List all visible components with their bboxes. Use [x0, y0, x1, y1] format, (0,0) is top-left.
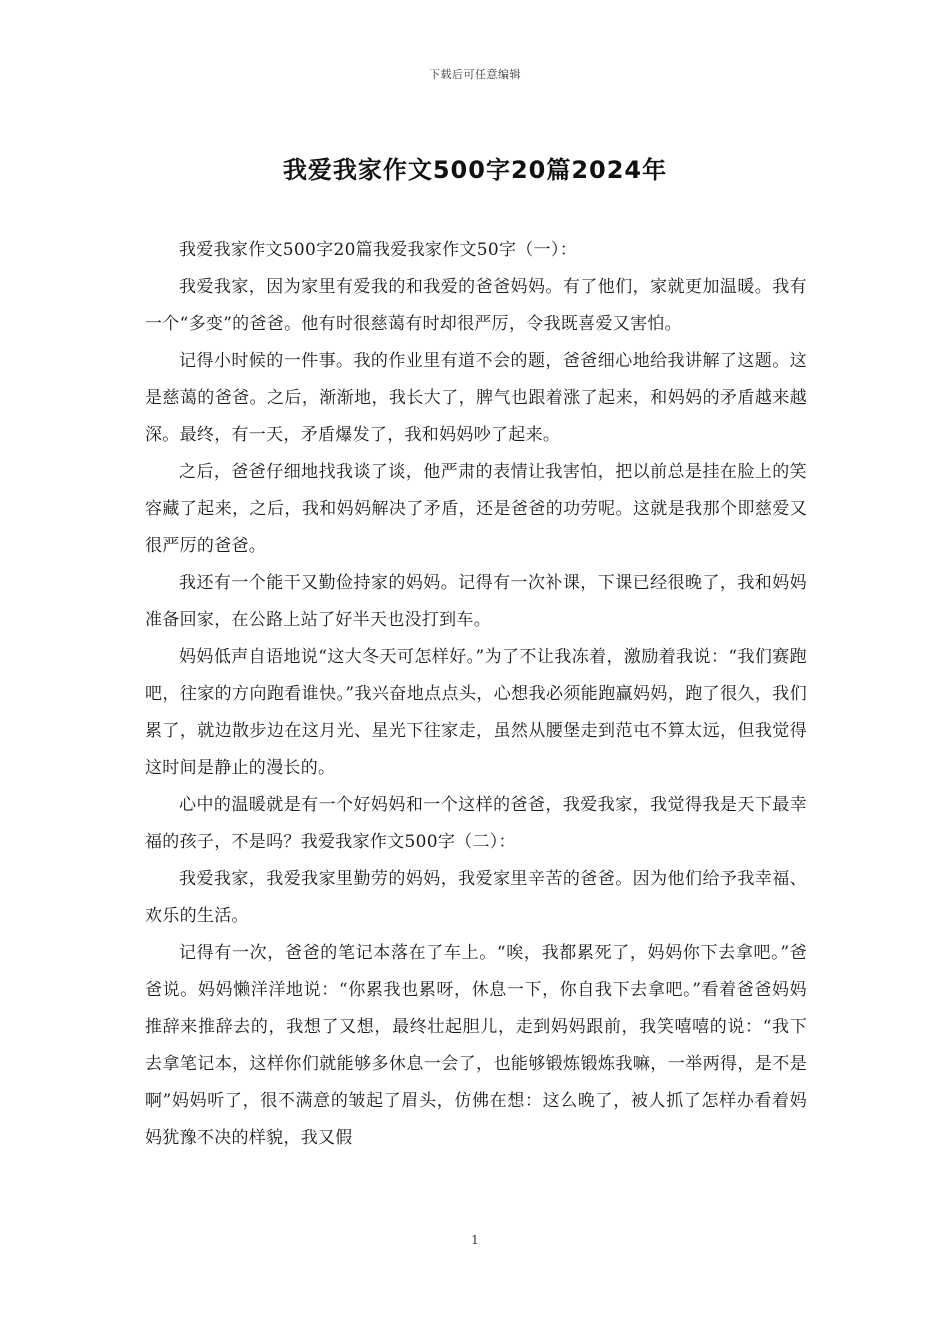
- paragraph: 妈妈低声自语地说“这大冬天可怎样好。”为了不让我冻着，激励着我说：“我们赛跑吧，往家的方向跑看谁快。”我兴奋地点点头，心想我必须能跑赢妈妈，跑了很久，我们累了，就边散步边在这月光、星光下往家走，虽然从腰堡走到范屯不算太远，但我觉得这时间是静止的漫长的。: [145, 647, 807, 778]
- paragraph: 我爱我家，我爱我家里勤劳的妈妈，我爱家里辛苦的爸爸。因为他们给予我幸福、欢乐的生活。: [145, 869, 807, 926]
- paragraph: 记得小时候的一件事。我的作业里有道不会的题，爸爸细心地给我讲解了这题。这是慈蔼的爸爸。之后，渐渐地，我长大了，脾气也跟着涨了起来，和妈妈的矛盾越来越深。最终，有一天，矛盾爆发了，我和妈妈吵了起来。: [145, 351, 807, 445]
- paragraph: 之后，爸爸仔细地找我谈了谈，他严肃的表情让我害怕，把以前总是挂在脸上的笑容藏了起来，之后，我和妈妈解决了矛盾，还是爸爸的功劳呢。这就是我那个即慈爱又很严厉的爸爸。: [145, 462, 807, 556]
- document-title: 我爱我家作文500字20篇2024年: [282, 156, 668, 184]
- paragraph: 记得有一次，爸爸的笔记本落在了车上。“唉，我都累死了，妈妈你下去拿吧。”爸爸说。妈妈懒洋洋地说：“你累我也累呀，休息一下，你自我下去拿吧。”看着爸爸妈妈推辞来推辞去的，我想了又想，最终壮起胆儿，走到妈妈跟前，我笑嘻嘻的说：“我下去拿笔记本，这样你们就能够多休息一会了，也能够锻炼锻炼我嘛，一举两得，是不是啊”妈妈听了，很不满意的皱起了眉头，仿佛在想：这么晚了，被人抓了怎样办看着妈妈犹豫不决的样貌，我又假: [145, 943, 807, 1148]
- paragraph: 我还有一个能干又勤俭持家的妈妈。记得有一次补课，下课已经很晚了，我和妈妈准备回家，在公路上站了好半天也没打到车。: [145, 573, 807, 630]
- paragraph: 心中的温暖就是有一个好妈妈和一个这样的爸爸，我爱我家，我觉得我是天下最幸福的孩子，不是吗？我爱我家作文500字（二）：: [145, 795, 807, 852]
- paragraph: 我爱我家作文500字20篇我爱我家作文50字（一）：: [179, 240, 578, 260]
- document-body: [145, 232, 807, 1157]
- header-note: 下载后可任意编辑: [429, 68, 521, 81]
- paragraph: 我爱我家，因为家里有爱我的和我爱的爸爸妈妈。有了他们，家就更加温暖。我有一个“多变”的爸爸。他有时很慈蔼有时却很严厉，令我既喜爱又害怕。: [145, 277, 807, 334]
- page-number: 1: [471, 1233, 479, 1247]
